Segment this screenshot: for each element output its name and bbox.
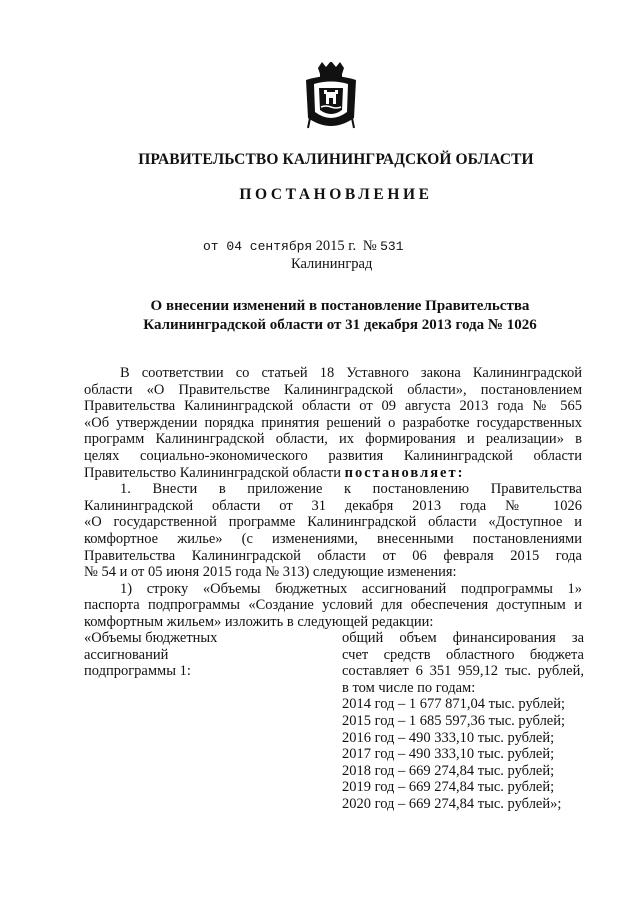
document-number: 531 [380, 239, 404, 254]
body-line: Правительства Калининградской области от 09 августа 2013 года № 565 [84, 398, 582, 415]
value-line: в том числе по годам: [342, 679, 476, 696]
document-type: ПОСТАНОВЛЕНИЕ [239, 186, 433, 203]
year-amount: 2018 год – 669 274,84 тыс. рублей; [342, 762, 555, 779]
year-amount: 2014 год – 1 677 871,04 тыс. рублей; [342, 696, 566, 713]
budget-table-values [342, 630, 584, 813]
body-line: 1. Внести в приложение к постановлению Правительства [120, 481, 582, 498]
body-line: В соответствии со статьей 18 Уставного закона Калининградской [120, 365, 582, 381]
year-amount: 2016 год – 490 333,10 тыс. рублей; [342, 729, 555, 746]
body-line: целях социально-экономического развития Калининградской области [84, 447, 582, 464]
body-line: программ Калининградской области, их формирования и реализации» в [84, 431, 582, 448]
body-line [84, 465, 582, 482]
resolution-lead: Правительство Калининградской области [84, 464, 345, 481]
year-amount: 2020 год – 669 274,84 тыс. рублей»; [342, 795, 562, 812]
body-line: «Об утверждении порядка принятия решений о разработке государственных [84, 414, 582, 431]
title-line: О внесении изменений в постановление Правительства [150, 298, 530, 314]
body-line: комфортное жилье» (с изменениями, внесенными постановлениями [84, 530, 582, 547]
body-line: Калининградской области от 31 декабря 2013 года № 1026 [84, 497, 582, 514]
year-amount: 2017 год – 490 333,10 тыс. рублей; [342, 746, 555, 763]
document-date: от 04 сентября [203, 239, 313, 254]
body-line: комфортным жильем» изложить в следующей редакции: [84, 613, 434, 630]
document-title [100, 297, 580, 335]
body-line: паспорта подпрограммы «Создание условий для обеспечения доступным и [84, 597, 582, 614]
coat-of-arms-icon [300, 62, 362, 136]
government-name: ПРАВИТЕЛЬСТВО КАЛИНИНГРАДСКОЙ ОБЛАСТИ [138, 151, 534, 168]
body-line: «О государственной программе Калининградской области «Доступное и [84, 514, 582, 531]
value-line: счет средств областного бюджета [342, 646, 584, 663]
document-city: Калининград [291, 256, 373, 272]
year-amount: 2019 год – 669 274,84 тыс. рублей; [342, 779, 555, 796]
budget-table-label [84, 630, 284, 680]
value-line: составляет 6 351 959,12 тыс. рублей, [342, 663, 584, 680]
body-line: области «О Правительстве Калининградской области», постановлением [84, 381, 582, 398]
date-number-line [203, 238, 404, 255]
label-line: «Объемы бюджетных [84, 630, 218, 646]
document-year: 2015 г. [315, 238, 357, 254]
body-line: Правительства Калининградской области от 06 февраля 2015 года [84, 547, 582, 564]
body-line: № 54 и от 05 июня 2015 года № 313) следующие изменения: [84, 564, 457, 581]
resolution-verb: постановляет: [344, 464, 465, 481]
label-line: ассигнований [84, 646, 169, 663]
value-line: общий объем финансирования за [342, 630, 584, 646]
year-amount: 2015 год – 1 685 597,36 тыс. рублей; [342, 712, 566, 729]
number-sign: № [362, 238, 377, 254]
title-line: Калининградской области от 31 декабря 2013 года № 1026 [143, 317, 537, 333]
body-line: 1) строку «Объемы бюджетных ассигнований подпрограммы 1» [120, 580, 582, 597]
document-body [84, 365, 582, 631]
label-line: подпрограммы 1: [84, 663, 191, 680]
